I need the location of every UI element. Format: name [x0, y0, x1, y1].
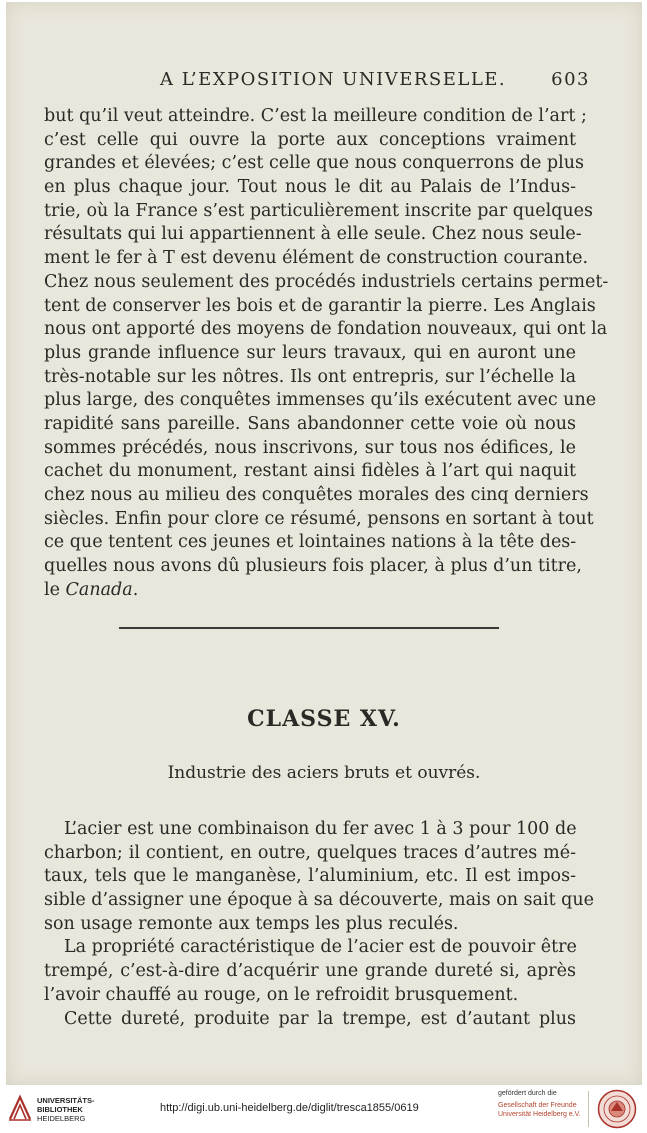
section-subtitle: Industrie des aciers bruts et ouvrés.: [167, 763, 481, 783]
text-line: tent de conserver les bois et de garantir la pierre. Les Anglais: [44, 295, 596, 316]
text-line: rapidité sans pareille. Sans abandonner cette voie où nous: [44, 413, 576, 434]
text-line: plus grande influence sur leurs travaux, qui en auront une: [44, 342, 576, 363]
text-line: trie, où la France s’est particulièrement inscrite par quelques: [44, 200, 594, 221]
text-line-last: [44, 579, 576, 603]
scanned-page: [6, 2, 642, 1085]
text-line: Cette dureté, produite par la trempe, est d’autant plus: [64, 1008, 576, 1029]
permalink-url[interactable]: http://digi.ub.uni-heidelberg.de/diglit/tresca1855/0619: [160, 1102, 419, 1114]
text-line: nous ont apporté des moyens de fondation nouveaux, qui ont la: [44, 319, 608, 340]
text-line: chez nous au milieu des conquêtes morales des cinq derniers: [44, 485, 589, 505]
page-number: 603: [551, 69, 590, 90]
last-line-suffix: .: [132, 579, 139, 600]
text-line: La propriété caractéristique de l’acier est de pouvoir être: [64, 937, 577, 958]
text-line: c’est celle qui ouvre la porte aux conceptions vraiment: [44, 129, 576, 150]
text-line: siècles. Enfin pour clore ce résumé, pensons en sortant à tout: [44, 508, 594, 529]
text-line: sible d’assigner une époque à sa découverte, mais on sait que: [44, 890, 594, 911]
library-name-line: BIBLIOTHEK: [37, 1105, 83, 1114]
text-line: résultats qui lui appartiennent à elle seule. Chez nous seule-: [44, 224, 582, 245]
library-logo-icon: [8, 1093, 32, 1123]
text-line: ment le fer à T est devenu élément de construction courante.: [44, 248, 589, 269]
text-line: Chez nous seulement des procédés industriels certains permet-: [44, 271, 609, 292]
section-divider: [119, 627, 499, 629]
text-line: très-notable sur les nôtres. Ils ont entrepris, sur l’échelle la: [44, 366, 576, 387]
text-line: cachet du monument, restant ainsi fidèles à l’art qui naquit: [44, 461, 576, 482]
last-line-prefix: le: [44, 579, 66, 600]
library-name-line: UNIVERSITÄTS-: [37, 1096, 95, 1105]
text-line: l’avoir chauffé au rouge, on le refroidit brusquement.: [44, 984, 519, 1005]
text-line: L’acier est une combinaison du fer avec 1 à 3 pour 100 de: [64, 819, 577, 839]
text-line: quelles nous avons dû plusieurs fois placer, à plus d’un titre,: [44, 556, 582, 577]
italic-canada: Canada: [65, 579, 133, 600]
text-line: grandes et élevées; c’est celle que nous conquerrons de plus: [44, 153, 584, 174]
text-line: trempé, c’est-à-dire d’acquérir une grande dureté si, après: [44, 961, 576, 982]
section-title: CLASSE XV.: [247, 706, 401, 732]
paragraph-1: [44, 105, 609, 602]
university-seal-icon: [597, 1089, 637, 1129]
running-title: A L’EXPOSITION UNIVERSELLE.: [160, 69, 507, 90]
text-line: en plus chaque jour. Tout nous le dit au Palais de l’Indus-: [44, 177, 576, 198]
sponsor-label: gefördert durch die: [498, 1090, 557, 1097]
library-name-line: HEIDELBERG: [37, 1114, 86, 1123]
sponsor-org: Universität Heidelberg e.V.: [498, 1111, 581, 1118]
text-line: son usage remonte aux temps les plus reculés.: [44, 913, 459, 934]
library-name: [37, 1096, 95, 1123]
text-line: ce que tentent ces jeunes et lointaines nations à la tête des-: [44, 532, 577, 553]
sponsor-note: [498, 1089, 581, 1119]
library-footer: [0, 1085, 647, 1133]
text-line: but qu’il veut atteindre. C’est la meilleure condition de l’art ;: [44, 106, 587, 126]
sponsor-org: Gesellschaft der Freunde: [498, 1102, 577, 1109]
text-line: taux, tels que le manganèse, l’aluminium, etc. Il est impos-: [44, 866, 576, 887]
paragraph-2: [44, 818, 594, 1031]
footer-divider: [588, 1091, 589, 1127]
text-line: sommes précédés, nous inscrivons, sur tous nos édifices, le: [44, 437, 576, 458]
text-line: plus large, des conquêtes immenses qu’ils exécutent avec une: [44, 390, 597, 411]
text-line: charbon; il contient, en outre, quelques traces d’autres mé-: [44, 842, 576, 863]
